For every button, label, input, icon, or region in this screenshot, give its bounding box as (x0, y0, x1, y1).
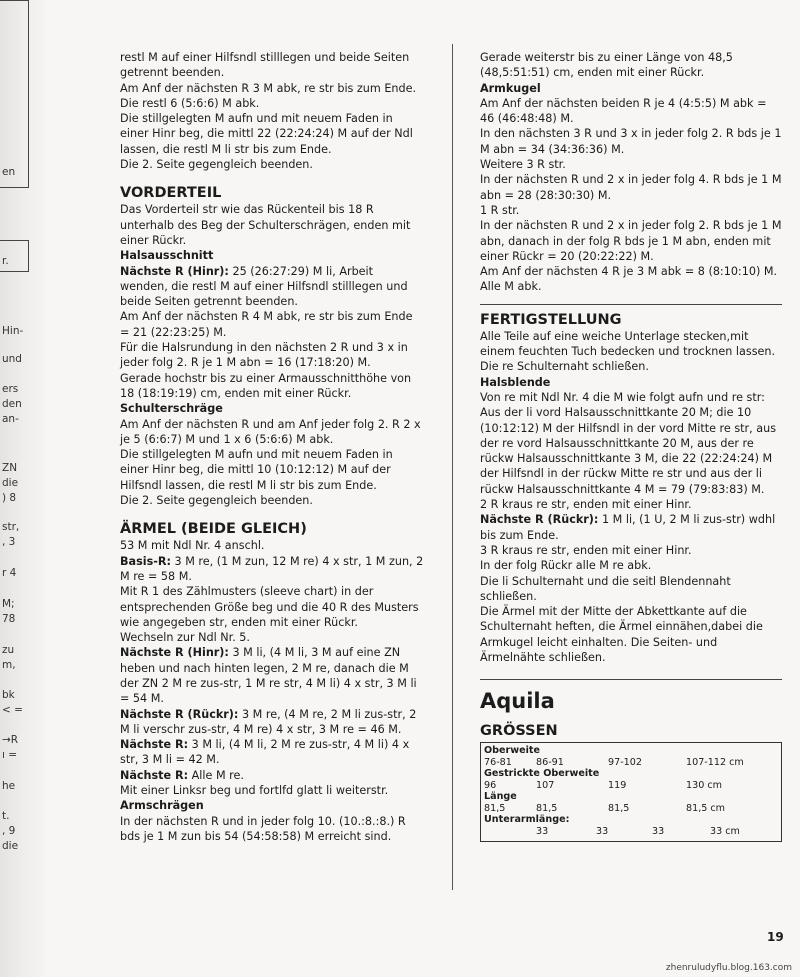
gutter-word: M; (2, 598, 15, 610)
gutter-word: den (2, 398, 22, 410)
section-rule (480, 304, 782, 305)
size-cell: 76-81 (484, 756, 512, 768)
sizes-table (480, 742, 782, 842)
paragraph: Von re mit Ndl Nr. 4 die M wie folgt aufn und re str: Aus der li vord Halsausschnittkante 20 M; die 10 (10:12:12) M der Hilfsndl in der vord Mitte re str, aus der re vord Halsausschnittkante 20 M, aus der re rückw Halsausschnittkante 3 M, die 22 (22:24:24) M der Hilfsndl in der rückw Mitte re str und aus der li rückw Halsausschnittkante 4 M = 79 (79:83:83) M. (480, 390, 777, 496)
size-cell: 81,5 (484, 802, 506, 814)
paragraph: Am Anf der nächsten R 3 M abk, re str bis zum Ende. (120, 81, 417, 95)
sizes-row-oberweite (484, 757, 777, 769)
sizes-row-gestrickte (484, 780, 777, 792)
paragraph: Die 2. Seite gegengleich beenden. (120, 158, 313, 172)
size-cell: 119 (608, 779, 627, 791)
gutter-word: ers (2, 383, 19, 395)
pattern-title: Aquila (480, 689, 555, 714)
paragraph: Weitere 3 R str. (480, 158, 566, 172)
paragraph: Die 2. Seite gegengleich beenden. (120, 494, 313, 508)
paragraph: In der nächsten R und 2 x in jeder folg 4. R bds je 1 M abn = 28 (28:30:30) M. (480, 173, 782, 202)
gutter-word: ı = (2, 749, 18, 761)
subheading-armkugel: Armkugel (480, 81, 541, 95)
sizes-label-unterarm: Unterarmlänge: (484, 814, 570, 826)
column-divider (452, 44, 453, 890)
gutter-word: he (2, 780, 16, 792)
paragraph (480, 512, 782, 543)
paragraph: 1 R str. (480, 203, 520, 217)
sizes-row-unterarm (484, 826, 777, 838)
paragraph: Mit einer Linksr beg und fortlfd glatt li weiterstr. (120, 784, 389, 798)
row-text: 3 M li, (4 M li, 2 M re zus-str, 4 M li) 4 x str, 3 M li = 42 M. (120, 738, 410, 767)
gutter-word: ) 8 (2, 492, 17, 504)
paragraph: In der nächsten R und 2 x in jeder folg 2. R bds je 1 M abn, danach in der folg R bds je 1 M abn, enden mit einer Rückr = 20 (20:22:22) M. (480, 219, 782, 263)
gutter-word: m, (2, 659, 16, 671)
row-text: 25 (26:27:29) M li, Arbeit wenden, die restl M auf einer Hilfsndl stilllegen und beide Seiten getrennt beenden. (120, 264, 408, 309)
gutter-word: t. (2, 810, 10, 822)
right-column (480, 50, 782, 842)
size-cell: 81,5 cm (686, 802, 726, 814)
gutter-word: die (2, 840, 19, 852)
section-heading-vorderteil: VORDERTEIL (120, 185, 222, 202)
paragraph: Die stillgelegten M aufn und mit neuem Faden in einer Hinr beg, die mittl 22 (22:24:24) M auf der Ndl lassen, die restl M li str bis zum Ende. (120, 112, 413, 156)
size-cell: 86-91 (536, 756, 564, 768)
paragraph: Alle M abk. (480, 280, 542, 294)
paragraph: Die restl 6 (5:6:6) M abk. (120, 96, 260, 110)
gutter-word: an- (2, 413, 19, 425)
paragraph: Am Anf der nächsten beiden R je 4 (4:5:5) M abk = 46 (46:48:48) M. (480, 96, 767, 126)
section-rule (480, 679, 782, 680)
paragraph: Die re Schulternaht schließen. (480, 360, 649, 374)
size-cell: 97-102 (608, 756, 642, 768)
adjacent-page-box (0, 0, 29, 188)
paragraph: Alle Teile auf eine weiche Unterlage stecken,mit einem feuchten Tuch bedecken und trocknen lassen. (480, 329, 776, 359)
paragraph: Am Anf der nächsten 4 R je 3 M abk = 8 (8:10:10) M. (480, 265, 778, 279)
size-cell: 81,5 (536, 802, 558, 814)
gutter-word: , 9 (2, 825, 16, 837)
row-label: Nächste R (Hinr): (120, 264, 229, 278)
gutter-word: , 3 (2, 536, 16, 548)
paragraph: In den nächsten 3 R und 3 x in jeder folg 2. R bds je 1 M abn = 34 (34:36:36) M. (480, 127, 782, 156)
subheading-halsausschnitt: Halsausschnitt (120, 249, 214, 263)
paragraph: Gerade weiterstr bis zu einer Länge von 48,5 (48,5:51:51) cm, enden mit einer Rückr. (480, 51, 733, 80)
gutter-word: en (2, 166, 16, 178)
subheading-armschraegen: Armschrägen (120, 799, 204, 813)
paragraph: restl M auf einer Hilfsndl stilllegen und beide Seiten getrennt beenden. (120, 51, 410, 80)
sizes-label-laenge: Länge (484, 791, 517, 803)
paragraph: In der folg Rückr alle M re abk. (480, 559, 652, 573)
adjacent-page-gutter (0, 0, 44, 977)
paragraph (120, 768, 424, 783)
gutter-word: und (2, 353, 22, 365)
row-text: 1 M li, (1 U, 2 M li zus-str) wdhl bis zum Ende. (480, 513, 776, 542)
paragraph: Das Vorderteil str wie das Rückenteil bis 18 R unterhalb des Beg der Schulterschrägen, enden mit einer Rückr. (120, 203, 411, 247)
gutter-word: r. (2, 255, 9, 267)
paragraph: Mit R 1 des Zählmusters (sleeve chart) in der entsprechenden Größe beg und die 40 R des Musters wie angegeben str, enden mit einer Rückr. (120, 585, 419, 629)
sizes-row-laenge (484, 803, 777, 815)
paragraph (120, 737, 424, 768)
gutter-word: < = (2, 704, 23, 716)
row-text: 3 M re, (1 M zun, 12 M re) 4 x str, 1 M zun, 2 M re = 58 M. (120, 554, 424, 583)
row-label: Nächste R: (120, 738, 189, 752)
gutter-word: zu (2, 644, 15, 656)
gutter-word: →R (2, 734, 19, 746)
gutter-word: str, (2, 521, 20, 533)
page-number: 19 (767, 930, 784, 944)
paragraph: In der nächsten R und in jeder folg 10. (10.:8.:8.) R bds je 1 M zun bis 54 (54:58:58) M erreicht sind. (120, 814, 406, 843)
gutter-word: ZN (2, 462, 18, 474)
gutter-word: bk (2, 689, 15, 701)
row-label: Nächste R (Rückr): (120, 707, 239, 721)
paragraph (120, 264, 424, 310)
gutter-word: die (2, 477, 19, 489)
row-label: Nächste R: (120, 768, 189, 782)
size-cell: 130 cm (686, 779, 722, 791)
paragraph: 53 M mit Ndl Nr. 4 anschl. (120, 539, 265, 553)
paragraph: Am Anf der nächsten R 4 M abk, re str bis zum Ende = 21 (22:23:25) M. (120, 310, 413, 339)
paragraph (120, 645, 424, 706)
paragraph: Gerade hochstr bis zu einer Armausschnitthöhe von 18 (18:19:19) cm, enden mit einer Rückr. (120, 371, 412, 400)
paragraph: 3 R kraus re str, enden mit einer Hinr. (480, 543, 692, 557)
paragraph: Für die Halsrundung in den nächsten 2 R und 3 x in jeder folg 2. R je 1 M abn = 16 (17:18:20) M. (120, 341, 408, 370)
row-text: 3 M re, (4 M re, 2 M li zus-str, 2 M li verschr zus-str, 4 M re) 4 x str, 3 M re = 46 M. (120, 707, 417, 736)
row-label: Nächste R (Hinr): (120, 646, 229, 660)
size-cell: 81,5 (608, 802, 630, 814)
subheading-schulterschraege: Schulterschräge (120, 402, 223, 416)
size-cell: 33 (596, 825, 609, 837)
size-cell: 33 (652, 825, 665, 837)
size-cell: 107 (536, 779, 555, 791)
paragraph: Wechseln zur Ndl Nr. 5. (120, 631, 250, 645)
size-cell: 96 (484, 779, 497, 791)
row-label: Basis-R: (120, 554, 171, 568)
left-column (120, 50, 424, 844)
size-cell: 33 (536, 825, 549, 837)
size-cell: 107-112 cm (686, 756, 744, 768)
row-text: 3 M li, (4 M li, 3 M auf eine ZN heben und nach hinten legen, 2 M re, danach die M der ZN 2 M re zus-str, 1 M re str, 4 M li) 4 x str, 3 M li = 54 M. (120, 646, 417, 706)
sizes-label-oberweite: Oberweite (484, 745, 541, 757)
paragraph: Am Anf der nächsten R und am Anf jeder folg 2. R 2 x je 5 (6:6:7) M und 1 x 6 (5:6:6) M abk. (120, 417, 421, 446)
subheading-halsblende: Halsblende (480, 375, 551, 389)
row-label: Nächste R (Rückr): (480, 513, 599, 527)
paragraph (120, 554, 424, 585)
paragraph: Die Ärmel mit der Mitte der Abkettkante auf die Schulternaht heften, die Ärmel einnähen,dabei die Armkugel leicht einhalten. Die Seiten- und Ärmelnähte schließen. (480, 605, 763, 664)
gutter-word: r 4 (2, 567, 17, 579)
source-watermark: zhenruludyflu.blog.163.com (665, 963, 792, 973)
gutter-word: Hin- (2, 325, 24, 337)
paragraph (120, 707, 424, 738)
paragraph: Die li Schulternaht und die seitl Blendennaht schließen. (480, 574, 731, 603)
paragraph: 2 R kraus re str, enden mit einer Hinr. (480, 498, 692, 512)
section-heading-fertigstellung: FERTIGSTELLUNG (480, 311, 622, 328)
row-text: Alle M re. (191, 768, 244, 782)
sizes-label-gestrickte: Gestrickte Oberweite (484, 768, 600, 780)
size-cell: 33 cm (710, 825, 740, 837)
paragraph: Die stillgelegten M aufn und mit neuem Faden in einer Hinr beg, die mittl 10 (10:12:12) M auf der Hilfsndl lassen, die restl M li str bis zum Ende. (120, 448, 393, 492)
gutter-word: 78 (2, 613, 16, 625)
section-heading-aermel: ÄRMEL (BEIDE GLEICH) (120, 521, 307, 538)
section-heading-groessen: GRÖSSEN (480, 723, 558, 740)
